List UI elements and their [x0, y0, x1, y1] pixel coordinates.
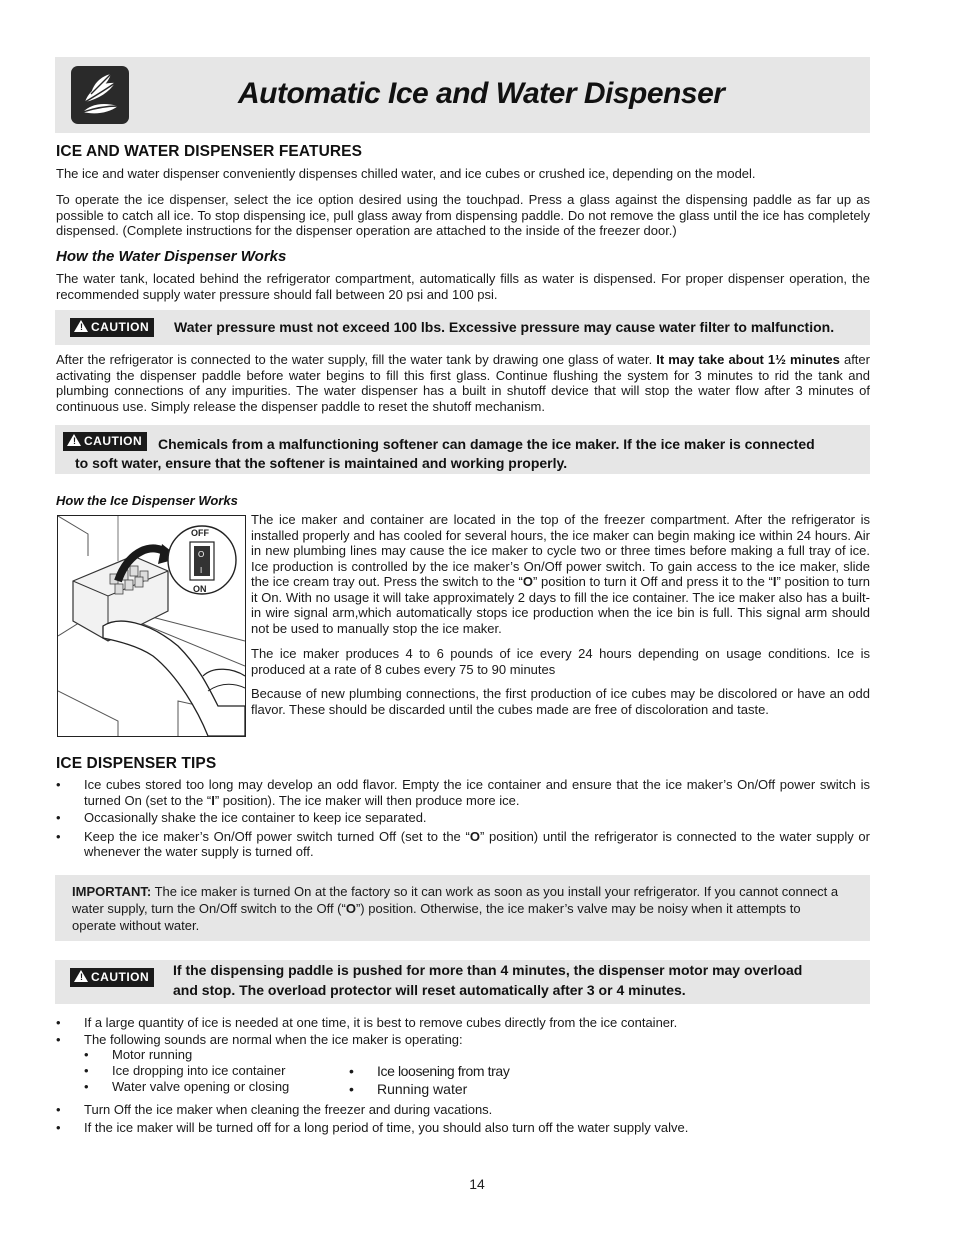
list-item: • Occasionally shake the ice container to keep ice separated.	[56, 810, 427, 825]
warning-icon: !	[74, 970, 88, 982]
caution-text-overload-line2: and stop. The overload protector will reset automatically after 3 or 4 minutes.	[173, 982, 686, 998]
ice-paragraph-3: Because of new plumbing connections, the first production of ice cubes may be discolored or have an odd flavor. These should be discarded until the cubes made are free of discoloration and taste.	[251, 686, 870, 717]
page-title: Automatic Ice and Water Dispenser	[238, 77, 725, 110]
water-paragraph-2: After the refrigerator is connected to the water supply, fill the water tank by drawing one glass of water. It may take about 1½ minutes after activating the dispenser paddle before water begins to fill this first glass. Continue flushing the system for 3 minutes to rid the tank and plumbing connections of any impurities. The water dispenser has a built in shutoff device that will stop the water flow after 3 minutes of continuous use. Simply release the dispenser paddle to reset the shutoff mechanism.	[56, 352, 870, 414]
tips-heading: ICE DISPENSER TIPS	[56, 755, 217, 772]
caution-box-softener	[55, 425, 870, 474]
list-item: • The following sounds are normal when the ice maker is operating:	[56, 1031, 463, 1047]
switch-i-symbol: I	[200, 566, 203, 575]
list-item: • Turn Off the ice maker when cleaning the freezer and during vacations.	[56, 1102, 493, 1117]
ice-paragraph-1: The ice maker and container are located in the top of the freezer compartment. After the refrigerator is installed properly and has cooled for several hours, the ice maker can begin making ice within 24 hours. Air in new plumbing lines may cause the ice maker to cycle two or three times before making a full tray of ice. Ice production is controlled by the ice maker’s On/Off power switch. To gain access to the ice maker, slide the ice cream tray out. Press the switch to the “O” position to turn it Off and press it to the “I” position to turn it On. With no usage it will take approximately 2 days to fill the ice container. The ice maker also has a built-in wire signal arm,which automatically stops ice production when the ice bin is full. This signal arm should not be used to manually stop the ice maker.	[251, 512, 870, 636]
features-paragraph-1: The ice and water dispenser conveniently dispenses chilled water, and ice cubes or crushed ice, depending on the model.	[56, 166, 756, 181]
ice-maker-illustration	[57, 515, 246, 737]
caution-badge: ! CAUTION	[70, 318, 154, 337]
sound-item: • Motor running	[84, 1047, 193, 1062]
water-paragraph-1: The water tank, located behind the refrigerator compartment, automatically fills as water is dispensed. For proper dispenser operation, the recommended supply water pressure should fall between 20 psi and 100 psi.	[56, 271, 870, 302]
warning-icon: !	[74, 320, 88, 332]
features-paragraph-2: To operate the ice dispenser, select the ice option desired using the touchpad. Press a glass against the dispensing paddle as far up as possible to catch all ice. To stop dispensing ice, pull glass away from dispensing paddle. Do not remove the glass until the ice has completely dispensed. (Complete instructions for the dispenser operation are attached to the inside of the freezer door.)	[56, 192, 870, 238]
sound-item: • Running water	[349, 1081, 468, 1097]
switch-off-label: OFF	[191, 528, 209, 538]
list-item: • If a large quantity of ice is needed at one time, it is best to remove cubes directly from the ice container.	[56, 1015, 678, 1030]
caution-text-water-pressure: Water pressure must not exceed 100 lbs. Excessive pressure may cause water filter to malfunction.	[174, 319, 835, 335]
caution-badge: ! CAUTION	[70, 968, 154, 987]
important-note-box	[55, 875, 870, 941]
list-item: • Ice cubes stored too long may develop an odd flavor. Empty the ice container and ensure that the ice maker’s On/Off power switch is turned On (set to the “I” position). The ice maker will then produce more ice.	[56, 777, 870, 808]
warning-icon: !	[67, 434, 81, 446]
ice-notes-list-continued	[56, 1102, 870, 1135]
caution-badge: ! CAUTION	[63, 432, 147, 451]
caution-box-water-pressure	[55, 310, 870, 345]
section-header-band	[55, 57, 870, 133]
water-dispenser-heading: How the Water Dispenser Works	[56, 248, 287, 265]
sound-item: • Ice loosening from tray	[349, 1063, 510, 1079]
leaf-logo-icon	[71, 66, 129, 124]
ice-dispenser-heading: How the Ice Dispenser Works	[56, 493, 238, 508]
sound-item: • Water valve opening or closing	[84, 1079, 290, 1094]
list-item: • If the ice maker will be turned off for a long period of time, you should also turn off the water supply valve.	[56, 1119, 689, 1135]
important-note-text: IMPORTANT: The ice maker is turned On at the factory so it can work as soon as you install your refrigerator. If you cannot connect a water supply, turn the On/Off switch to the Off (“O”) position. Otherwise, the ice maker’s valve may be noisy when it attempts to operate without water.	[72, 884, 839, 933]
sound-item: • Ice dropping into ice container	[84, 1063, 286, 1078]
ice-paragraph-2: The ice maker produces 4 to 6 pounds of ice every 24 hours depending on usage conditions. Ice is produced at a rate of 8 cubes every 75 to 90 minutes	[251, 646, 870, 677]
switch-on-label: ON	[193, 584, 207, 594]
tips-list	[56, 777, 870, 860]
caution-text-softener-line2: to soft water, ensure that the softener is maintained and working properly.	[75, 455, 568, 471]
caution-box-motor-overload	[55, 960, 870, 1004]
list-item: • Keep the ice maker’s On/Off power switch turned Off (set to the “O” position) until the refrigerator is connected to the water supply or whenever the water supply is turned off.	[56, 828, 870, 859]
caution-text-overload-line1: If the dispensing paddle is pushed for more than 4 minutes, the dispenser motor may overload	[173, 962, 803, 978]
ice-notes-list	[56, 1015, 870, 1047]
page-number: 14	[469, 1176, 485, 1192]
features-heading: ICE AND WATER DISPENSER FEATURES	[56, 143, 363, 160]
caution-text-softener-line1: Chemicals from a malfunctioning softener can damage the ice maker. If the ice maker is connected	[158, 436, 815, 452]
switch-o-symbol: O	[198, 550, 205, 559]
